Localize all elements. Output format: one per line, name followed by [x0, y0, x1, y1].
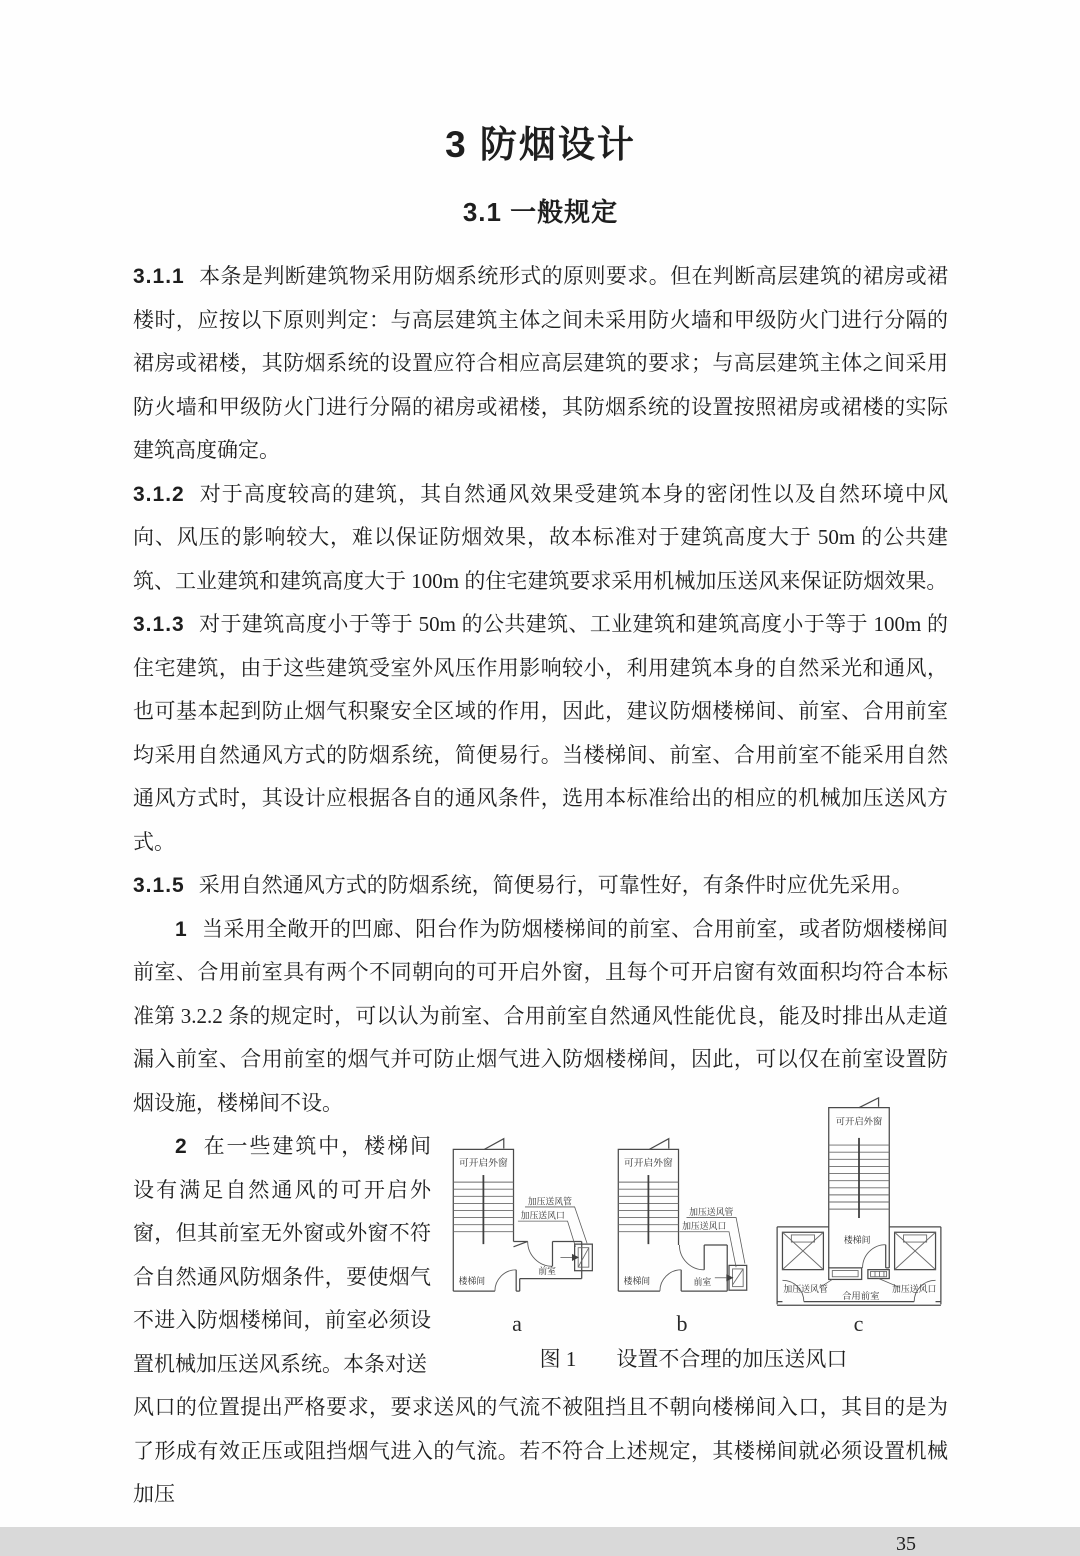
- elevator-right: [894, 1232, 935, 1269]
- label-stairwell: 楼梯间: [458, 1275, 485, 1286]
- door-stair-icon: [494, 1270, 515, 1291]
- page-title: 3 防烟设计: [445, 124, 636, 165]
- stair-plan-b: [605, 1127, 760, 1309]
- door-room-icon: [679, 1245, 704, 1270]
- clause-number: 3.1.5: [133, 874, 185, 897]
- list-item-1: [133, 908, 948, 1126]
- stair-plan-a: [440, 1127, 595, 1309]
- figure-caption: [439, 1343, 948, 1373]
- item-text: 在一些建筑中，楼梯间设有满足自然通风的可开启外窗，但其前室无外窗或外窗不符合自然通风防烟条件，要使烟气不进入防烟楼梯间，前室必须设置机械加压送风系统。本条对送: [133, 1134, 431, 1376]
- figure-diagrams: [439, 1095, 948, 1337]
- label-front-room: 前室: [693, 1276, 711, 1287]
- page-number: 35: [896, 1532, 916, 1555]
- label-openable-window: 可开启外窗: [623, 1158, 673, 1170]
- item-number: 2: [175, 1135, 188, 1158]
- item-text-continued: 风口的位置提出严格要求，要求送风的气流不被阻挡且不朝向楼梯间入口，其目的是为了形成有效正压或阻挡烟气进入的气流。若不符合上述规定，其楼梯间就必须设置机械加压: [133, 1395, 948, 1506]
- clause-number: 3.1.1: [133, 265, 185, 288]
- paragraph-3-1-1: [133, 255, 948, 473]
- clause-text: 采用自然通风方式的防烟系统，简便易行，可靠性好，有条件时应优先采用。: [198, 873, 913, 897]
- label-shared-front-room: 合用前室: [841, 1292, 879, 1303]
- clause-text: 对于高度较高的建筑，其自然通风效果受建筑本身的密闭性以及自然环境中风向、风压的影响较大，难以保证防烟效果，故本标准对于建筑高度大于 50m 的公共建筑、工业建筑和建筑高度大于 100m 的住宅建筑要求采用机械加压送风来保证防烟效果。: [133, 481, 948, 593]
- label-supply-outlet: 加压送风口: [520, 1210, 565, 1221]
- label-stairwell: 楼梯间: [843, 1234, 871, 1245]
- item-text: 当采用全敞开的凹廊、阳台作为防烟楼梯间的前室、合用前室，或者防烟楼梯间前室、合用前室具有两个不同朝向的可开启外窗，且每个可开启窗有效面积均符合本标准第 3.2.2 条的规定时，可以认为前室、合用前室自然通风性能优良，能及时排出从走道漏入前室、合用前室的烟气并可防止烟气进入防烟楼梯间，因此，可以仅在前室设置防烟设施，楼梯间不设。: [133, 916, 948, 1115]
- label-openable-window: 可开启外窗: [835, 1117, 882, 1128]
- stair-plan-c: [770, 1095, 948, 1309]
- item-number: 1: [175, 917, 188, 941]
- figure-caption-text: 设置不合理的加压送风口: [616, 1347, 848, 1371]
- supply-outlet-box: [867, 1270, 888, 1279]
- clause-number: 3.1.3: [133, 613, 185, 636]
- paragraph-3-1-2: [133, 473, 948, 604]
- airflow-arrow-icon: [560, 1254, 579, 1261]
- list-item-2: [133, 1125, 431, 1386]
- diagram-c: [770, 1095, 948, 1337]
- paragraph-item2-continued: [133, 1386, 948, 1517]
- label-supply-duct: 加压送风管: [688, 1206, 733, 1217]
- section-title: 3.1 一般规定: [462, 197, 619, 227]
- door-room-icon: [527, 1241, 552, 1266]
- figure-and-text-row: [133, 1117, 948, 1386]
- subfigure-letter-b: b: [676, 1311, 688, 1336]
- diagram-a: [440, 1127, 595, 1337]
- door-lobby-icon: [862, 1245, 885, 1268]
- body-text: [133, 255, 948, 1517]
- label-stairwell: 楼梯间: [623, 1275, 650, 1286]
- subfigure-letter-c: c: [853, 1311, 864, 1336]
- door-stair-icon: [659, 1270, 680, 1291]
- diagram-b: [605, 1127, 760, 1337]
- supply-duct-box: [828, 1268, 861, 1280]
- paragraph-3-1-3: [133, 603, 948, 864]
- label-supply-outlet: 加压送风口: [891, 1283, 936, 1294]
- clause-number: 3.1.2: [133, 482, 185, 506]
- left-text-column: [133, 1125, 431, 1386]
- window-flag-icon: [649, 1139, 668, 1150]
- paragraph-3-1-5: [133, 864, 948, 908]
- label-supply-duct: 加压送风管: [527, 1196, 572, 1207]
- label-supply-outlet: 加压送风口: [681, 1221, 726, 1232]
- figure-1: [439, 1095, 948, 1373]
- airflow-arrow-icon: [714, 1274, 733, 1281]
- label-supply-duct: 加压送风管: [782, 1283, 828, 1294]
- label-front-room: 前室: [537, 1266, 556, 1277]
- figure-caption-label: 图 1: [539, 1347, 577, 1371]
- clause-text: 对于建筑高度小于等于 50m 的公共建筑、工业建筑和建筑高度小于等于 100m 的住宅建筑，由于这些建筑受室外风压作用影响较小，利用建筑本身的自然采光和通风，也可基本起到防止烟气积聚安全区域的作用，因此，建议防烟楼梯间、前室、合用前室均采用自然通风方式的防烟系统，简便易行。当楼梯间、前室、合用前室不能采用自然通风方式时，其设计应根据各自的通风条件，选用本标准给出的相应的机械加压送风方式。: [133, 612, 948, 854]
- label-openable-window: 可开启外窗: [458, 1158, 508, 1170]
- subfigure-letter-a: a: [512, 1311, 522, 1336]
- elevator-left: [782, 1232, 823, 1269]
- clause-text: 本条是判断建筑物采用防烟系统形式的原则要求。但在判断高层建筑的裙房或裙楼时，应按以下原则判定：与高层建筑主体之间未采用防火墙和甲级防火门进行分隔的裙房或裙楼，其防烟系统的设置应符合相应高层建筑的要求；与高层建筑主体之间采用防火墙和甲级防火门进行分隔的裙房或裙楼，其防烟系统的设置按照裙房或裙楼的实际建筑高度确定。: [133, 264, 948, 462]
- window-flag-icon: [484, 1139, 503, 1150]
- window-flag-icon: [859, 1098, 879, 1108]
